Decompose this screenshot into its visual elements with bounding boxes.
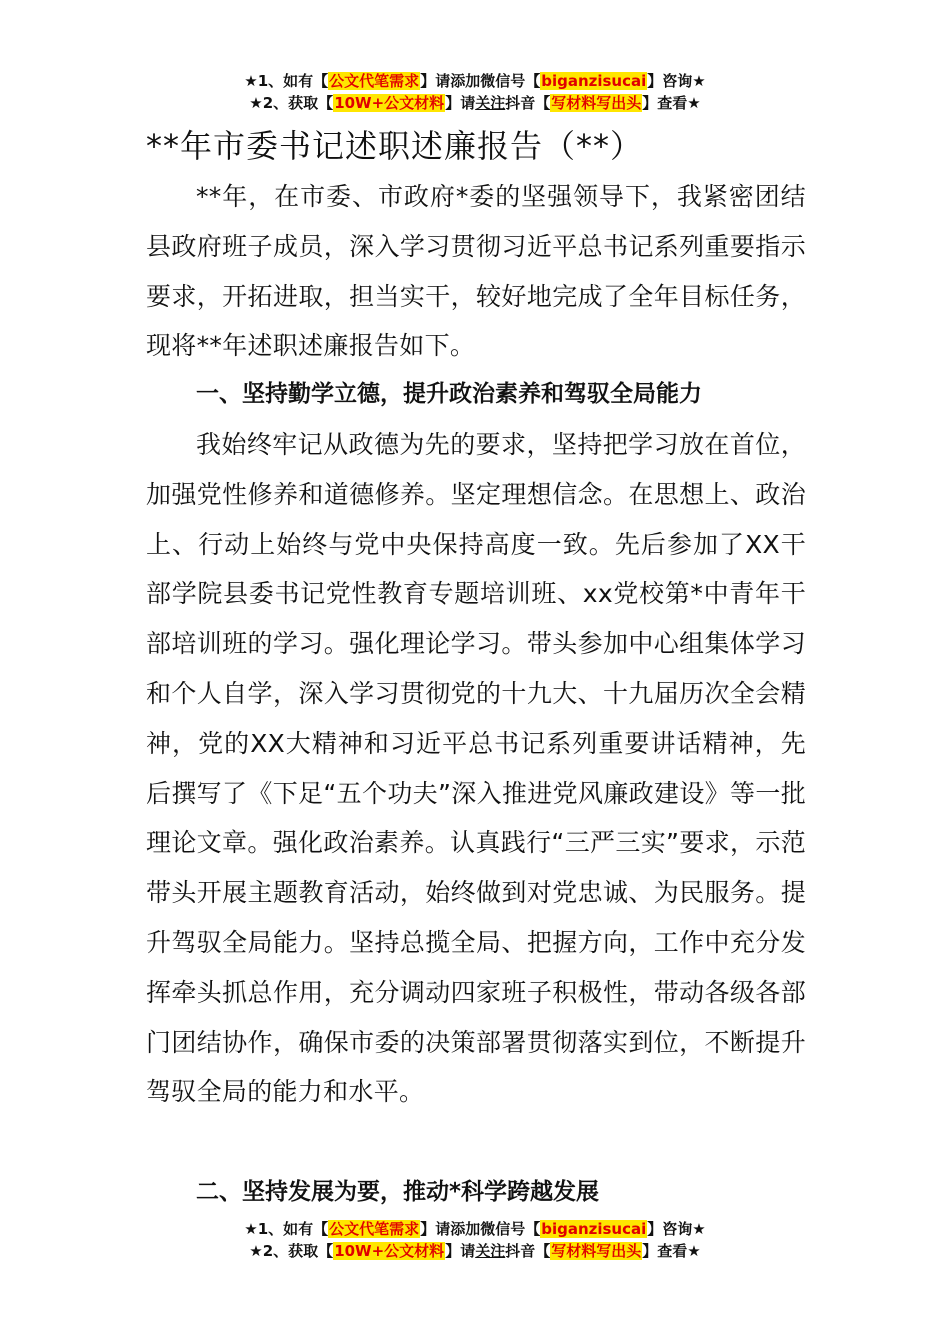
promo-highlight: 公文代笔需求	[329, 72, 420, 90]
promo-highlight: 10W+公文材料	[334, 1242, 445, 1260]
promo-line-2	[0, 1240, 950, 1262]
promo-banner-top	[0, 70, 950, 114]
section-1-heading: 一、坚持勤学立德，提升政治素养和驾驭全局能力	[196, 381, 702, 407]
section-2-heading: 二、坚持发展为要，推动*科学跨越发展	[196, 1179, 600, 1205]
promo-text: 】查看★	[642, 1242, 701, 1260]
promo-text: 】咨询★	[647, 72, 706, 90]
promo-text: 】请	[445, 94, 476, 112]
promo-text: 】请	[445, 1242, 476, 1260]
promo-text: ★1、如有【	[244, 1220, 329, 1238]
promo-line-1	[0, 1218, 950, 1240]
wechat-id-highlight: biganzisucai	[541, 1220, 647, 1238]
page-title: **年市委书记述职述廉报告（**）	[146, 127, 644, 165]
promo-text: 抖音【	[505, 94, 551, 112]
intro-paragraph: **年，在市委、市政府*委的坚强领导下，我紧密团结县政府班子成员，深入学习贯彻习近平总书记系列重要指示要求，开拓进取，担当实干，较好地完成了全年目标任务，现将**年述职述廉报告如下。	[146, 182, 806, 361]
promo-highlight: 公文代笔需求	[329, 1220, 420, 1238]
promo-text: 】请添加微信号【	[420, 72, 541, 90]
douyin-id-highlight: 写材料写出头	[551, 94, 642, 112]
promo-banner-bottom	[0, 1218, 950, 1262]
promo-emphasis: 关注	[475, 1242, 506, 1260]
promo-line-2	[0, 92, 950, 114]
promo-text: ★1、如有【	[244, 72, 329, 90]
promo-text: 】查看★	[642, 94, 701, 112]
promo-text: 抖音【	[505, 1242, 551, 1260]
douyin-id-highlight: 写材料写出头	[551, 1242, 642, 1260]
promo-text: 】咨询★	[647, 1220, 706, 1238]
promo-text: ★2、获取【	[249, 1242, 334, 1260]
promo-highlight: 10W+公文材料	[334, 94, 445, 112]
section-1-paragraph: 我始终牢记从政德为先的要求，坚持把学习放在首位，加强党性修养和道德修养。坚定理想信念。在思想上、政治上、行动上始终与党中央保持高度一致。先后参加了XX干部学院县委书记党性教育专题培训班、xx党校第*中青年干部培训班的学习。强化理论学习。带头参加中心组集体学习和个人自学，深入学习贯彻党的十九大、十九届历次全会精神，党的XX大精神和习近平总书记系列重要讲话精神，先后撰写了《下足“五个功夫”深入推进党风廉政建设》等一批理论文章。强化政治素养。认真践行“三严三实”要求，示范带头开展主题教育活动，始终做到对党忠诚、为民服务。提升驾驭全局能力。坚持总揽全局、把握方向，工作中充分发挥牵头抓总作用，充分调动四家班子积极性，带动各级各部门团结协作，确保市委的决策部署贯彻落实到位，不断提升驾驭全局的能力和水平。	[146, 430, 806, 1107]
wechat-id-highlight: biganzisucai	[541, 72, 647, 90]
promo-text: 】请添加微信号【	[420, 1220, 541, 1238]
promo-line-1	[0, 70, 950, 92]
promo-text: ★2、获取【	[249, 94, 334, 112]
promo-emphasis: 关注	[475, 94, 506, 112]
